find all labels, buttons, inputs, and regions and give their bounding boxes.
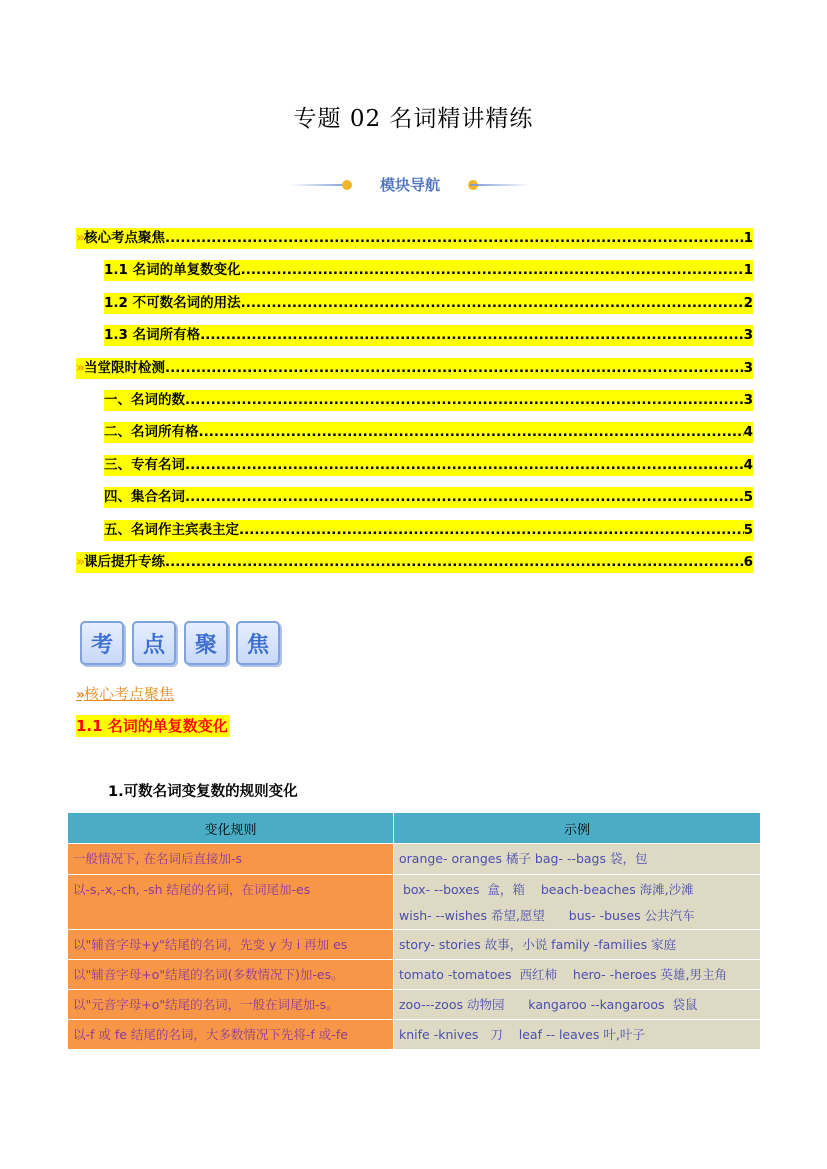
toc-entry[interactable] — [76, 552, 753, 573]
page-title: 专题 02 名词精讲精练 — [293, 106, 534, 132]
toc-entry[interactable] — [104, 260, 753, 281]
example-cell — [394, 990, 761, 1020]
rule-cell: 以"辅音字母+y"结尾的名词，先变 y 为 i 再加 es — [68, 930, 394, 960]
toc-leader — [199, 422, 744, 443]
toc-page-number: 2 — [743, 294, 753, 311]
toc-page-number: 3 — [743, 391, 753, 408]
table-header-row — [68, 813, 761, 844]
section-tile: 聚 — [184, 621, 228, 665]
toc-leader — [200, 325, 743, 346]
subsection-heading: 1.1 名词的单复数变化 — [76, 717, 228, 735]
rule-cell: 以"元音字母+o"结尾的名词，一般在词尾加-s。 — [68, 990, 394, 1020]
example-text: knife -knives 刀 leaf -- leaves 叶,叶子 — [399, 1027, 645, 1042]
section-tile: 考 — [80, 621, 124, 665]
toc-page-number: 4 — [743, 424, 753, 441]
example-text: tomato -tomatoes 西红柿 hero- -heroes 英雄,男主角 — [399, 967, 728, 982]
toc-leader — [185, 455, 744, 476]
toc-page-number: 3 — [743, 359, 753, 376]
toc-entry-label: 1.2 不可数名词的用法 — [104, 294, 241, 311]
table-of-contents — [76, 228, 753, 584]
toc-leader — [165, 228, 744, 249]
example-text: box- --boxes 盒，箱 beach-beaches 海滩,沙滩 — [399, 882, 694, 897]
toc-page-number: 1 — [743, 230, 753, 246]
toc-leader — [165, 358, 744, 379]
toc-leader — [241, 260, 744, 281]
toc-page-number: 6 — [743, 553, 753, 570]
example-text: orange- oranges 橘子 bag- --bags 袋，包 — [399, 851, 648, 866]
toc-entry[interactable] — [104, 325, 753, 346]
toc-entry[interactable] — [104, 390, 753, 411]
example-text: wish- --wishes 希望,愿望 bus- -buses 公共汽车 — [399, 908, 695, 923]
table-row — [68, 844, 761, 875]
toc-page-number: 4 — [743, 456, 753, 473]
toc-entry-label: 四、集合名词 — [104, 489, 185, 506]
toc-entry-label: 当堂限时检测 — [84, 359, 166, 376]
example-cell — [394, 930, 761, 960]
table-caption: 1.可数名词变复数的规则变化 — [108, 784, 298, 800]
toc-leader — [165, 552, 744, 573]
toc-entry-label: 二、名词所有格 — [104, 424, 199, 441]
module-nav-banner — [290, 174, 530, 196]
example-cell — [394, 960, 761, 990]
toc-leader — [241, 293, 744, 314]
table-row — [68, 960, 761, 990]
rules-table — [67, 812, 761, 1050]
toc-entry[interactable] — [76, 228, 753, 249]
toc-page-number: 5 — [743, 521, 753, 538]
double-chevron-icon: » — [76, 687, 83, 703]
toc-entry-label: 1.3 名词所有格 — [104, 327, 201, 344]
section-link-label: 核心考点聚焦 — [84, 685, 175, 703]
toc-entry[interactable] — [104, 422, 753, 443]
table-row — [68, 930, 761, 960]
toc-entry-label: 三、专有名词 — [104, 456, 185, 473]
rule-cell: 以-s,-x,-ch, -sh 结尾的名词，在词尾加-es — [68, 875, 394, 930]
example-text: zoo---zoos 动物园 kangaroo --kangaroos 袋鼠 — [399, 997, 698, 1012]
table-row — [68, 990, 761, 1020]
toc-entry-label: 核心考点聚焦 — [84, 230, 166, 246]
example-cell — [394, 875, 761, 930]
toc-entry[interactable] — [104, 293, 753, 314]
toc-entry-label: 五、名词作主宾表主定 — [104, 521, 239, 538]
toc-entry-label: 课后提升专练 — [84, 553, 166, 570]
toc-leader — [185, 390, 744, 411]
example-cell — [394, 1020, 761, 1050]
toc-page-number: 5 — [743, 489, 753, 506]
column-header: 示例 — [394, 813, 761, 844]
toc-leader — [185, 487, 744, 508]
section-tile: 焦 — [236, 621, 280, 665]
toc-entry[interactable] — [104, 520, 753, 541]
column-header: 变化规则 — [68, 813, 394, 844]
section-badge — [80, 621, 280, 665]
nav-banner-label: 模块导航 — [379, 176, 440, 194]
table-row — [68, 1020, 761, 1050]
double-chevron-icon: » — [76, 553, 83, 570]
toc-entry[interactable] — [76, 358, 753, 379]
rule-cell: 以-f 或 fe 结尾的名词，大多数情况下先将-f 或-fe — [68, 1020, 394, 1050]
toc-entry[interactable] — [104, 487, 753, 508]
table-row — [68, 875, 761, 930]
toc-page-number: 1 — [743, 262, 753, 279]
double-chevron-icon: » — [76, 230, 83, 246]
toc-entry[interactable] — [104, 455, 753, 476]
section-tile: 点 — [132, 621, 176, 665]
toc-entry-label: 1.1 名词的单复数变化 — [104, 262, 241, 279]
toc-entry-label: 一、名词的数 — [104, 391, 185, 408]
double-chevron-icon: » — [76, 359, 83, 376]
example-text: story- stories 故事，小说 family -families 家庭 — [399, 937, 677, 952]
rule-cell: 一般情况下, 在名词后直接加-s — [68, 844, 394, 875]
section-link[interactable] — [76, 683, 174, 704]
toc-page-number: 3 — [743, 327, 753, 344]
rule-cell: 以"辅音字母+o"结尾的名词(多数情况下)加-es。 — [68, 960, 394, 990]
toc-leader — [239, 520, 744, 541]
divider — [470, 184, 530, 186]
example-cell — [394, 844, 761, 875]
